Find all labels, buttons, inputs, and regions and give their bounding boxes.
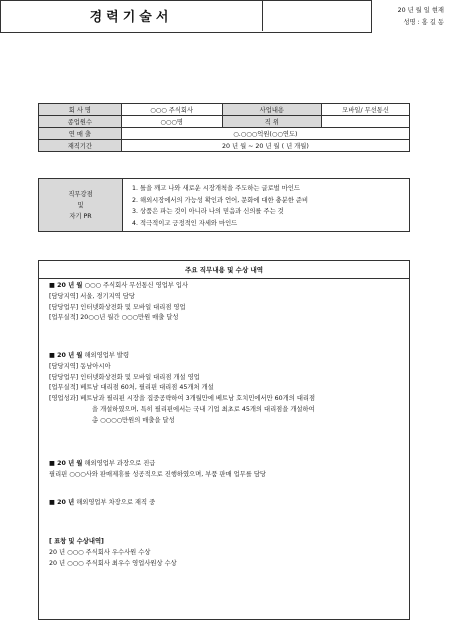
- career-block-2: [49, 351, 315, 427]
- duties-header: 주요 직무내용 및 수상 내역: [39, 261, 409, 279]
- position-label: 직 위: [222, 116, 322, 128]
- pr-item: 2. 해외시장에서의 가능성 확인과 언어, 문화에 대한 충분한 준비: [132, 196, 309, 204]
- employees-value: ○○○명: [121, 116, 222, 128]
- block-line: [담당지역] 동남아시아: [49, 362, 111, 370]
- self-pr-label-line-3: 자기 PR: [69, 212, 92, 220]
- career-block-3: [49, 459, 266, 481]
- header-meta: [262, 0, 450, 31]
- career-block-1: [49, 281, 188, 324]
- duties-box: [38, 260, 410, 620]
- sales-label: 연 매 출: [39, 128, 122, 140]
- career-block-4: [49, 498, 155, 509]
- award-line: 20 년 ○○○ 주식회사 최우수 영업사원상 수상: [49, 559, 177, 567]
- block-line: [담당업무] 인터넷화상전화 및 모바일 대리점 개설 영업: [49, 373, 200, 381]
- block-line: [담당지역] 서울, 경기지역 담당: [49, 292, 135, 300]
- achievement-line: 을 개설하였으며, 특히 필리핀에서는 국내 기업 최초로 45개의 대리점을 개설하여: [92, 405, 315, 413]
- title-box: [0, 0, 444, 33]
- pr-item: 4. 적극적이고 긍정적인 자세와 마인드: [132, 219, 238, 227]
- pr-item: 1. 틀을 깨고 나와 새로운 시장개척을 주도하는 글로벌 마인드: [132, 185, 301, 192]
- pr-item: 3. 상품은 파는 것이 아니라 나의 믿음과 신의를 주는 것: [132, 208, 284, 215]
- date-line: 20 년 월 일 현재: [397, 7, 444, 14]
- employees-label: 종업원수: [39, 116, 122, 128]
- self-pr-box: [38, 178, 410, 232]
- document-title: 경력기술서: [0, 0, 263, 31]
- block-heading: ■ 20 년 해외영업부 차장으로 재직 중: [49, 499, 156, 506]
- position-value: [322, 116, 410, 128]
- self-pr-label-line-1: 직무강점: [68, 190, 93, 198]
- awards-block: [49, 537, 177, 569]
- tenure-label: 재직기간: [39, 140, 122, 152]
- company-value: ○○○ 주식회사: [121, 104, 222, 116]
- tenure-value: 20 년 월 ~ 20 년 월 ( 년 개월): [121, 140, 409, 152]
- award-line: 20 년 ○○○ 주식회사 우수사원 수상: [49, 548, 151, 556]
- block-line: 필리핀 ○○○사와 판매제휴를 성공적으로 진행하였으며, 부품 판매 업무를 담당: [49, 470, 266, 478]
- sales-value: ○.○○○억원(○○연도): [121, 128, 409, 140]
- block-heading: ■ 20 년 월 해외영업부 발령: [49, 352, 130, 359]
- block-line: [업무실적] 베트남 대리점 60처, 필리핀 대리점 45개처 개설: [49, 384, 214, 392]
- company-label: 회 사 명: [39, 104, 122, 116]
- company-info-table: [38, 103, 410, 152]
- block-heading: ■ 20 년 월 ○○○ 주식회사 무선통신 영업부 입사: [49, 282, 189, 289]
- block-heading: ■ 20 년 월 해외영업부 과장으로 진급: [49, 460, 156, 467]
- achievement-line: 총 ○○○○만원의 매출을 달성: [92, 416, 175, 424]
- self-pr-label: [39, 179, 123, 231]
- block-line: [업무실적] 20○○년 월간 ○○○만원 매출 달성: [49, 314, 179, 322]
- self-pr-items: [132, 183, 308, 229]
- self-pr-label-line-2: 및: [77, 201, 84, 209]
- name-line: 성명 : 홍 길 동: [403, 19, 444, 26]
- business-label: 사업내용: [222, 104, 322, 116]
- business-value: 모바일/ 무선통신: [322, 104, 410, 116]
- achievement-line: [영업성과] 베트남과 필리핀 시장을 집중공략하여 3개월만에 베트남 호치민에서만 60개의 대리점: [49, 395, 316, 403]
- block-line: [담당업무] 인터넷화상전화 및 모바일 대리점 영업: [49, 303, 186, 311]
- awards-heading: [ 표창 및 수상내역]: [49, 538, 104, 545]
